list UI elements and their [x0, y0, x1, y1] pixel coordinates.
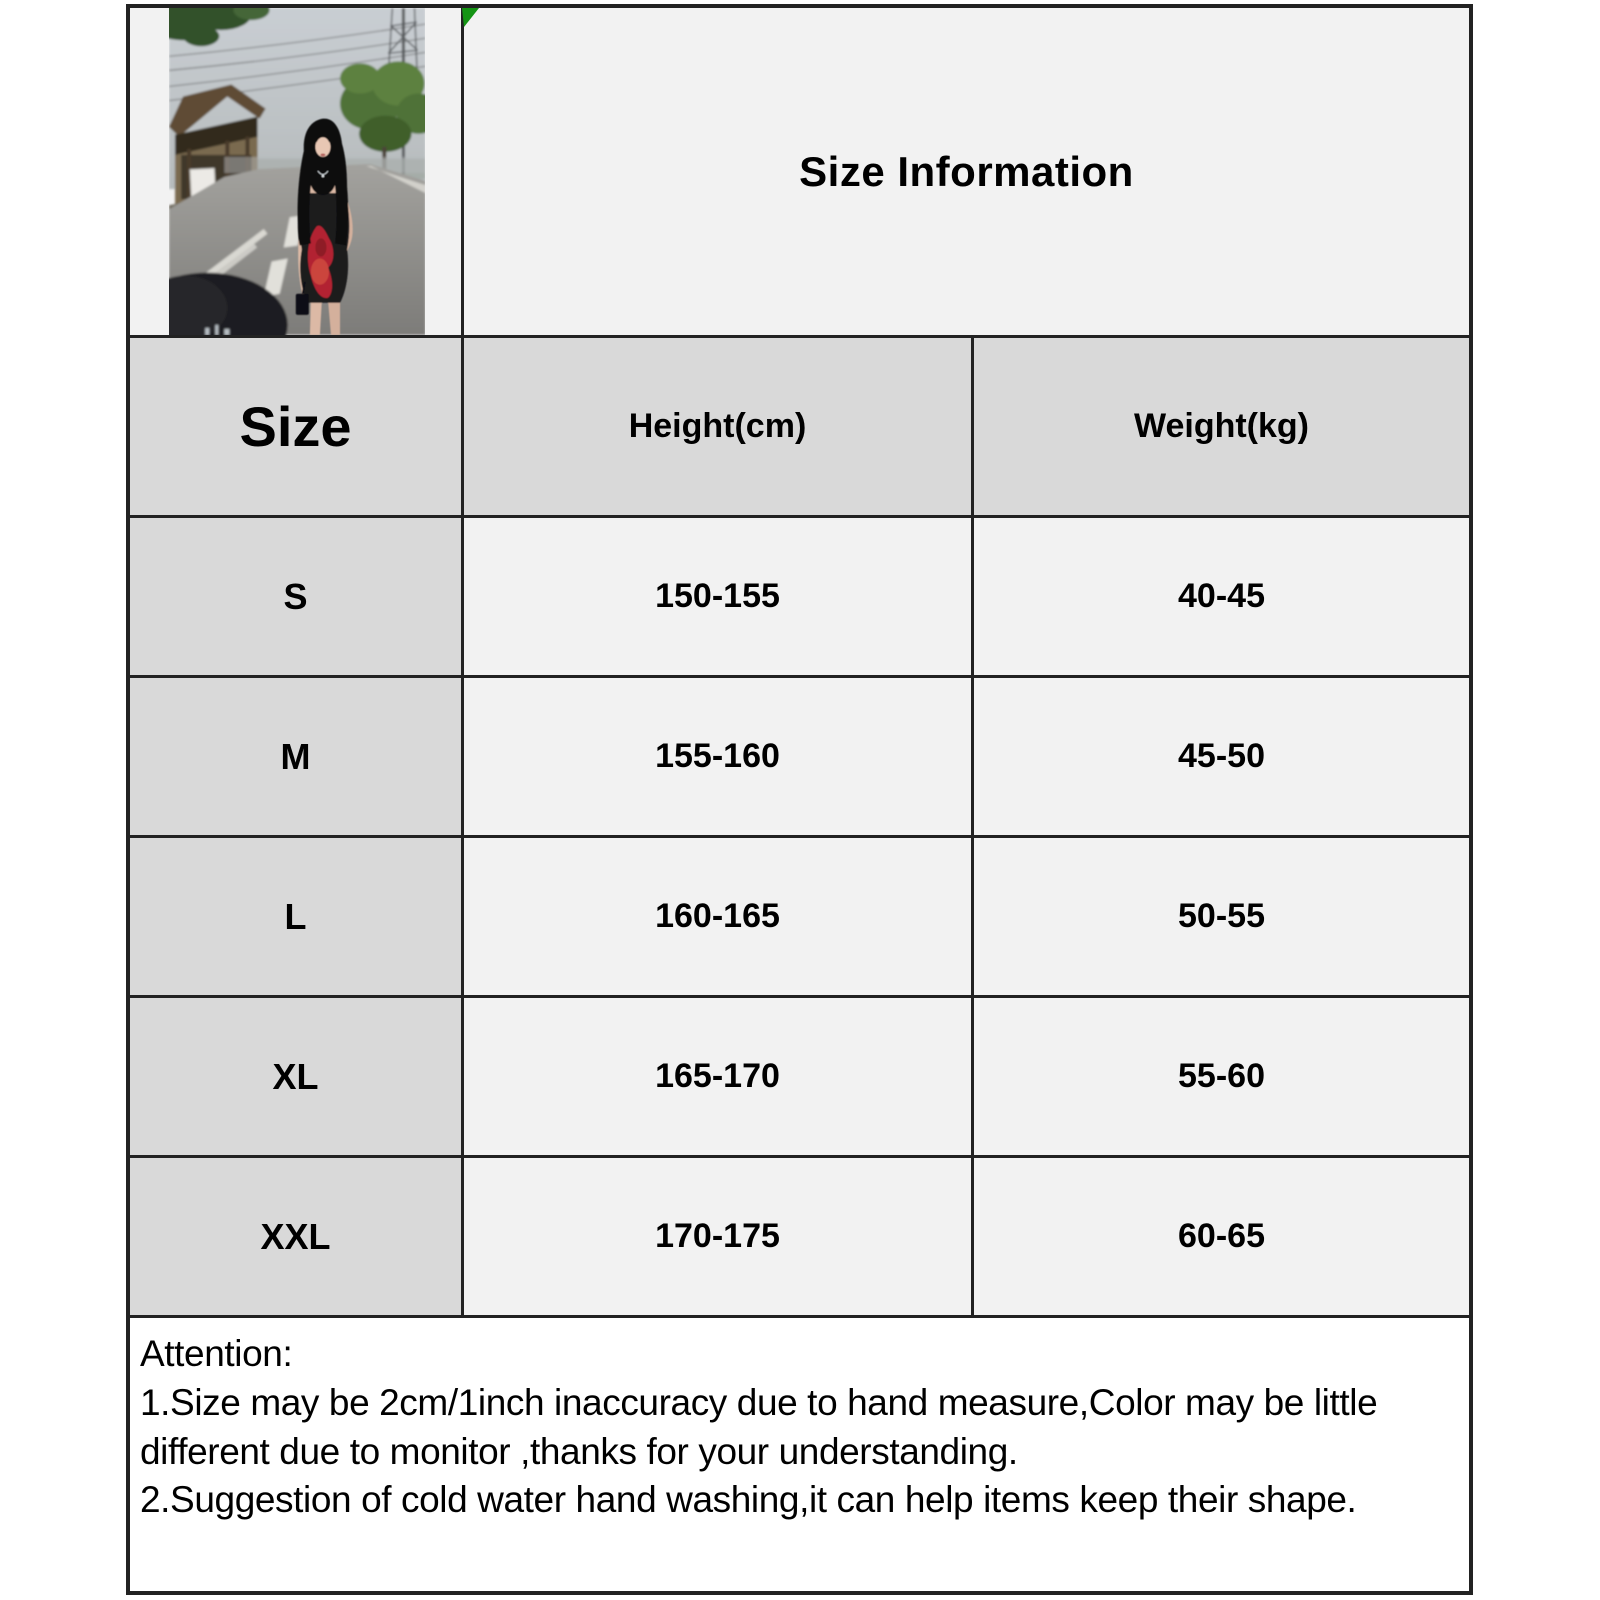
- top-row: [130, 8, 1469, 338]
- column-header-size: Size: [130, 338, 464, 515]
- size-label: S: [130, 518, 464, 675]
- attention-section: [130, 1318, 1469, 1591]
- height-value: 165-170: [464, 998, 974, 1155]
- column-header-weight: Weight(kg): [974, 338, 1469, 515]
- height-value: 170-175: [464, 1158, 974, 1315]
- table-row-m: [130, 678, 1469, 838]
- weight-value: 55-60: [974, 998, 1469, 1155]
- height-value: 155-160: [464, 678, 974, 835]
- product-photo-cell: [130, 8, 464, 335]
- photo-background: [169, 8, 426, 335]
- height-value: 150-155: [464, 518, 974, 675]
- table-row-s: [130, 518, 1469, 678]
- size-label: L: [130, 838, 464, 995]
- attention-note-1: 1.Size may be 2cm/1inch inaccuracy due to hand measure,Color may be little different due to monitor ,thanks for your understanding.: [140, 1381, 1378, 1472]
- weight-value: 60-65: [974, 1158, 1469, 1315]
- size-chart-sheet: [126, 4, 1473, 1595]
- table-row-xl: [130, 998, 1469, 1158]
- weight-value: 45-50: [974, 678, 1469, 835]
- product-photo: [169, 8, 426, 335]
- attention-heading: Attention:: [140, 1333, 293, 1374]
- column-header-height: Height(cm): [464, 338, 974, 515]
- page-title: Size Information: [799, 147, 1134, 195]
- table-row-xxl: [130, 1158, 1469, 1318]
- green-flag-icon: [462, 8, 480, 32]
- title-cell: [464, 8, 1469, 335]
- size-label: XL: [130, 998, 464, 1155]
- weight-value: 40-45: [974, 518, 1469, 675]
- product-photo-frame: [169, 8, 426, 335]
- weight-value: 50-55: [974, 838, 1469, 995]
- attention-note-2: 2.Suggestion of cold water hand washing,it can help items keep their shape.: [140, 1479, 1357, 1521]
- table-row-l: [130, 838, 1469, 998]
- height-value: 160-165: [464, 838, 974, 995]
- table-header-row: [130, 338, 1469, 518]
- size-label: M: [130, 678, 464, 835]
- size-label: XXL: [130, 1158, 464, 1315]
